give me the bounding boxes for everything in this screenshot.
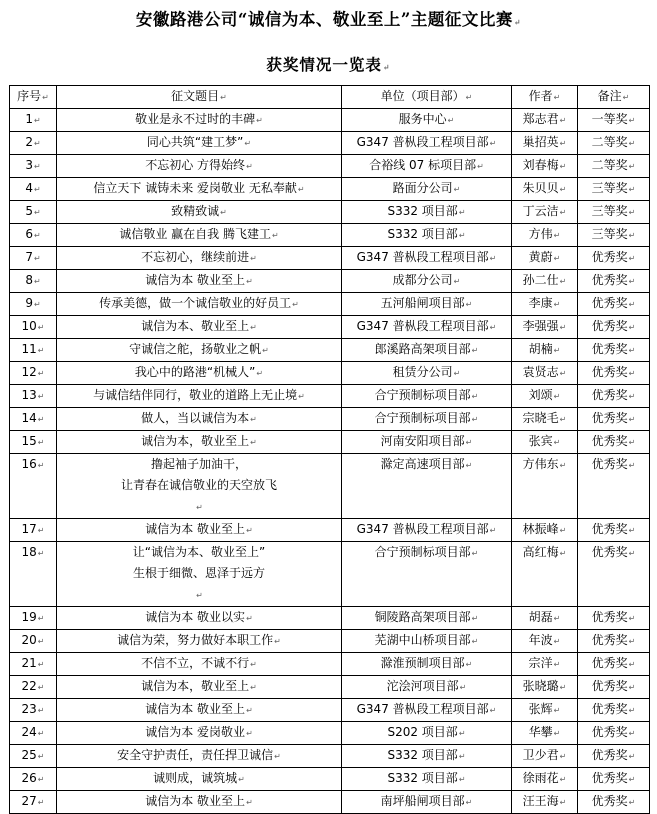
cell-note: 优秀奖 ↵ (578, 454, 650, 519)
cell-title (57, 339, 342, 362)
cell-no: 17 ↵ (10, 519, 57, 542)
table-row (10, 542, 650, 607)
title-line: 诚信为本 敬业至上 (145, 702, 246, 716)
cell-author: 胡磊 ↵ (512, 607, 578, 630)
table-row (10, 362, 650, 385)
table-row (10, 385, 650, 408)
cell-unit: G347 普枞段工程项目部 ↵ (342, 316, 512, 339)
cell-author: 徐雨花 ↵ (512, 768, 578, 791)
cell-unit: G347 普枞段工程项目部 ↵ (342, 132, 512, 155)
cell-unit: 五河船闸项目部 ↵ (342, 293, 512, 316)
cell-unit: 合宁预制标项目部 ↵ (342, 542, 512, 607)
cell-unit: 铜陵路高架项目部 ↵ (342, 607, 512, 630)
table-row (10, 316, 650, 339)
cell-note: 三等奖 ↵ (578, 178, 650, 201)
cell-no: 20 ↵ (10, 630, 57, 653)
cell-no: 13 ↵ (10, 385, 57, 408)
cell-title (57, 791, 342, 814)
cell-unit: 滁定高速项目部 ↵ (342, 454, 512, 519)
cell-unit: S332 项目部 ↵ (342, 745, 512, 768)
cell-title (57, 542, 342, 607)
cell-author: 张晓璐 ↵ (512, 676, 578, 699)
cell-author: 刘颂 ↵ (512, 385, 578, 408)
header-author: 作者 ↵ (512, 86, 578, 109)
title-line: 撸起袖子加油干， (150, 457, 247, 471)
cell-note: 三等奖 ↵ (578, 201, 650, 224)
cell-note: 优秀奖 ↵ (578, 247, 650, 270)
cell-unit: S332 项目部 ↵ (342, 768, 512, 791)
cell-no: 8 ↵ (10, 270, 57, 293)
table-row (10, 339, 650, 362)
cell-no: 12 ↵ (10, 362, 57, 385)
cell-unit: S332 项目部 ↵ (342, 201, 512, 224)
cell-author: 林振峰 ↵ (512, 519, 578, 542)
table-row (10, 247, 650, 270)
cell-author: 丁云洁 ↵ (512, 201, 578, 224)
header-title: 征文题目 ↵ (57, 86, 342, 109)
cell-no: 21 ↵ (10, 653, 57, 676)
cell-title (57, 519, 342, 542)
table-body (10, 109, 650, 814)
title-line: 诚信为荣，努力做好本职工作 (117, 633, 274, 647)
document-subtitle: 获奖情况一览表 ↵ (0, 53, 657, 75)
cell-unit: G347 普枞段工程项目部 ↵ (342, 699, 512, 722)
cell-title (57, 132, 342, 155)
title-line: 诚则成，诚筑城 (153, 771, 238, 785)
cell-no: 22 ↵ (10, 676, 57, 699)
table-row (10, 109, 650, 132)
cell-unit: S202 项目部 ↵ (342, 722, 512, 745)
table-row (10, 699, 650, 722)
cell-title (57, 270, 342, 293)
cell-no: 3 ↵ (10, 155, 57, 178)
cell-no: 26 ↵ (10, 768, 57, 791)
cell-unit: 南坪船闸项目部 ↵ (342, 791, 512, 814)
cell-title (57, 362, 342, 385)
cell-no: 7 ↵ (10, 247, 57, 270)
table-row (10, 178, 650, 201)
cell-author: 刘春梅 ↵ (512, 155, 578, 178)
cell-no: 9 ↵ (10, 293, 57, 316)
cell-title (57, 155, 342, 178)
cell-unit: 路面分公司 ↵ (342, 178, 512, 201)
title-line: 让青春在诚信敬业的天空放飞 (120, 478, 277, 492)
cell-note: 优秀奖 ↵ (578, 293, 650, 316)
awards-table (9, 85, 650, 814)
cell-no: 15 ↵ (10, 431, 57, 454)
cell-no: 4 ↵ (10, 178, 57, 201)
title-line: 安全守护责任，责任捍卫诚信 (117, 748, 274, 762)
cell-author: 方伟 ↵ (512, 224, 578, 247)
cell-no: 6 ↵ (10, 224, 57, 247)
table-row (10, 408, 650, 431)
cell-unit: 成都分公司 ↵ (342, 270, 512, 293)
cell-note: 优秀奖 ↵ (578, 385, 650, 408)
cell-author: 郑志君 ↵ (512, 109, 578, 132)
cell-title (57, 178, 342, 201)
cell-note: 优秀奖 ↵ (578, 431, 650, 454)
title-line: 诚信为本，敬业至上 (141, 679, 250, 693)
cell-title (57, 745, 342, 768)
cell-unit: 郎溪路高架项目部 ↵ (342, 339, 512, 362)
cell-note: 二等奖 ↵ (578, 132, 650, 155)
cell-note: 优秀奖 ↵ (578, 408, 650, 431)
table-row (10, 431, 650, 454)
cell-unit: 芜湖中山桥项目部 ↵ (342, 630, 512, 653)
title-line: 我心中的路港“机械人” (134, 365, 256, 379)
cell-note: 优秀奖 ↵ (578, 542, 650, 607)
cell-unit: 合宁预制标项目部 ↵ (342, 408, 512, 431)
cell-note: 优秀奖 ↵ (578, 607, 650, 630)
cell-author: 张宾 ↵ (512, 431, 578, 454)
cell-author: 卫少君 ↵ (512, 745, 578, 768)
title-line: 信立天下 诚铸未来 爱岗敬业 无私奉献 (93, 181, 297, 195)
title-line: 诚信为本 敬业至上 (145, 794, 246, 808)
cell-unit: G347 普枞段工程项目部 ↵ (342, 519, 512, 542)
cell-title (57, 247, 342, 270)
title-line: 不忘初心 方得始终 (145, 158, 246, 172)
table-row (10, 630, 650, 653)
table-row (10, 293, 650, 316)
title-line: 让“诚信为本、敬业至上” (132, 545, 266, 559)
cell-author: 汪王海 ↵ (512, 791, 578, 814)
cell-author: 朱贝贝 ↵ (512, 178, 578, 201)
cell-title (57, 385, 342, 408)
cell-note: 一等奖 ↵ (578, 109, 650, 132)
cell-note: 优秀奖 ↵ (578, 270, 650, 293)
cell-no: 16 ↵ (10, 454, 57, 519)
cell-note: 优秀奖 ↵ (578, 316, 650, 339)
cell-no: 14 ↵ (10, 408, 57, 431)
cell-no: 10 ↵ (10, 316, 57, 339)
cell-no: 5 ↵ (10, 201, 57, 224)
cell-unit: 河南安阳项目部 ↵ (342, 431, 512, 454)
cell-author: 高红梅 ↵ (512, 542, 578, 607)
title-line: 诚信为本，敬业至上 (141, 434, 250, 448)
title-line: 诚信敬业 赢在自我 腾飞建工 (119, 227, 271, 241)
cell-author: 张辉 ↵ (512, 699, 578, 722)
cell-title (57, 201, 342, 224)
document-title: 安徽路港公司“诚信为本、敬业至上”主题征文比赛 ↵ (0, 6, 657, 30)
cell-unit: G347 普枞段工程项目部 ↵ (342, 247, 512, 270)
cell-author: 李强强 ↵ (512, 316, 578, 339)
cell-no: 2 ↵ (10, 132, 57, 155)
cell-title (57, 224, 342, 247)
cell-author: 李康 ↵ (512, 293, 578, 316)
cell-note: 优秀奖 ↵ (578, 791, 650, 814)
cell-no: 25 ↵ (10, 745, 57, 768)
table-row (10, 653, 650, 676)
cell-note: 优秀奖 ↵ (578, 699, 650, 722)
cell-unit: 租赁分公司 ↵ (342, 362, 512, 385)
cell-unit: 合裕线 07 标项目部 ↵ (342, 155, 512, 178)
cell-title (57, 454, 342, 519)
cell-title (57, 316, 342, 339)
cell-note: 优秀奖 ↵ (578, 630, 650, 653)
cell-title (57, 722, 342, 745)
cell-no: 18 ↵ (10, 542, 57, 607)
cell-note: 优秀奖 ↵ (578, 339, 650, 362)
table-row (10, 791, 650, 814)
cell-author: 华攀 ↵ (512, 722, 578, 745)
cell-author: 方伟东 ↵ (512, 454, 578, 519)
cell-title (57, 676, 342, 699)
cell-title (57, 768, 342, 791)
table-row (10, 270, 650, 293)
cell-note: 三等奖 ↵ (578, 224, 650, 247)
header-no: 序号 ↵ (10, 86, 57, 109)
cell-note: 优秀奖 ↵ (578, 722, 650, 745)
title-line: 诚信为本 敬业至上 (145, 273, 246, 287)
cell-note: 优秀奖 ↵ (578, 768, 650, 791)
cell-author: 巢招英 ↵ (512, 132, 578, 155)
title-line: 守诚信之舵，扬敬业之帆 (129, 342, 262, 356)
cell-note: 二等奖 ↵ (578, 155, 650, 178)
title-line: 诚信为本 敬业至上 (145, 522, 246, 536)
cell-title (57, 699, 342, 722)
cell-unit: 服务中心 ↵ (342, 109, 512, 132)
cell-no: 1 ↵ (10, 109, 57, 132)
cell-note: 优秀奖 ↵ (578, 676, 650, 699)
table-row (10, 155, 650, 178)
cell-no: 23 ↵ (10, 699, 57, 722)
cell-title (57, 431, 342, 454)
cell-note: 优秀奖 ↵ (578, 653, 650, 676)
cell-no: 27 ↵ (10, 791, 57, 814)
title-line: 诚信为本 敬业以实 (145, 610, 246, 624)
cell-author: 孙二仕 ↵ (512, 270, 578, 293)
table-header-row (10, 86, 650, 109)
cell-no: 19 ↵ (10, 607, 57, 630)
table-row (10, 201, 650, 224)
cell-no: 11 ↵ (10, 339, 57, 362)
title-line: 不忘初心，继续前进 (141, 250, 250, 264)
table-row (10, 607, 650, 630)
header-note: 备注 ↵ (578, 86, 650, 109)
cell-title (57, 408, 342, 431)
cell-no: 24 ↵ (10, 722, 57, 745)
table-row (10, 768, 650, 791)
table-row (10, 722, 650, 745)
title-line: 做人，当以诚信为本 (141, 411, 250, 425)
title-line: 同心共筑“建工梦” (146, 135, 244, 149)
cell-author: 宗洋 ↵ (512, 653, 578, 676)
cell-note: 优秀奖 ↵ (578, 519, 650, 542)
cell-note: 优秀奖 ↵ (578, 745, 650, 768)
cell-unit: 滁淮预制项目部 ↵ (342, 653, 512, 676)
table-row (10, 224, 650, 247)
cell-title (57, 109, 342, 132)
title-line: 诚信为本 爱岗敬业 (145, 725, 246, 739)
table-row (10, 745, 650, 768)
table-row (10, 519, 650, 542)
cell-title (57, 653, 342, 676)
cell-unit: S332 项目部 ↵ (342, 224, 512, 247)
title-line: 生根于细微、恩泽于远方 (132, 566, 265, 580)
cell-author: 黄蔚 ↵ (512, 247, 578, 270)
cell-unit: 合宁预制标项目部 ↵ (342, 385, 512, 408)
title-line: 传承美德，做一个诚信敬业的好员工 (99, 296, 292, 310)
cell-author: 胡楠 ↵ (512, 339, 578, 362)
cell-title (57, 293, 342, 316)
cell-unit: 沱浍河项目部 ↵ (342, 676, 512, 699)
title-line: 与诚信结伴同行，敬业的道路上无止境 (93, 388, 298, 402)
cell-note: 优秀奖 ↵ (578, 362, 650, 385)
table-row (10, 676, 650, 699)
cell-title (57, 630, 342, 653)
cell-title (57, 607, 342, 630)
title-line: 敬业是永不过时的丰碑 (135, 112, 256, 126)
title-line: 诚信为本、敬业至上 (141, 319, 250, 333)
table-row (10, 132, 650, 155)
cell-author: 宗晓毛 ↵ (512, 408, 578, 431)
table-row (10, 454, 650, 519)
header-unit: 单位（项目部） ↵ (342, 86, 512, 109)
cell-author: 袁贤志 ↵ (512, 362, 578, 385)
title-line: 致精致诚 (171, 204, 220, 218)
title-line: 不信不立，不诚不行 (141, 656, 250, 670)
cell-author: 年波 ↵ (512, 630, 578, 653)
